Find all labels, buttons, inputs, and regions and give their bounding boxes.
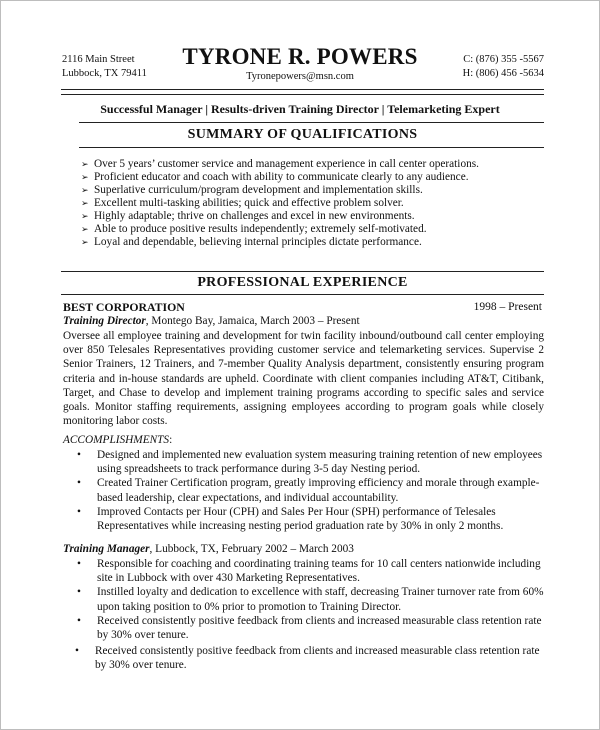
section-rule-bottom <box>79 147 544 148</box>
role-title: Training Director <box>63 315 146 327</box>
candidate-name: TYRONE R. POWERS <box>182 44 418 69</box>
company-dates: 1998 – Present <box>473 301 542 313</box>
arrow-bullet-icon: ➢ <box>81 224 89 234</box>
manager-duties-list <box>77 557 547 642</box>
arrow-bullet-icon: ➢ <box>81 198 89 208</box>
arrow-bullet-icon: ➢ <box>81 237 89 247</box>
role-title: Training Manager <box>63 543 150 555</box>
accomplishments-heading: ACCOMPLISHMENTS: <box>63 434 173 446</box>
role-director-description: Oversee all employee training and development for twin facility inbound/outbound call center employing over 850 Telesales Representatives providing customer service and telemarketing services. Supervise 2 Senior Trainers, 12 Trainers, and 7-member Quality Analysis department, consistently ensuring program criteria and in-house standards are upheld. Coordinate with client companies including AT&T, Citibank, Target, and Chase to develop and implement training programs according to specific sales and service goals. Monitor staffing requirements, assigning employees according to program goals while closely monitoring labor costs. <box>63 330 544 428</box>
bullet-icon: • <box>77 477 81 490</box>
phone-home: H: (806) 456 -5634 <box>462 68 544 79</box>
phone-block <box>463 53 544 81</box>
arrow-bullet-icon: ➢ <box>81 172 89 182</box>
summary-item: ➢ Proficient educator and coach with ability to communicate clearly to any audience. <box>81 171 469 183</box>
section-title-experience: PROFESSIONAL EXPERIENCE <box>197 275 408 290</box>
role-details: , Montego Bay, Jamaica, March 2003 – Present <box>145 315 360 327</box>
email-address: Tyronepowers@msn.com <box>246 71 354 82</box>
bullet-icon: • <box>77 505 81 518</box>
summary-item: ➢ Over 5 years’ customer service and management experience in call center operations. <box>81 158 479 170</box>
bullet-icon: • <box>75 645 79 657</box>
summary-item: ➢ Able to produce positive results independently; extremely self-motivated. <box>81 223 427 235</box>
summary-item: ➢ Highly adaptable; thrive on challenges and excel in new environments. <box>81 210 415 222</box>
section-rule-top <box>79 122 544 123</box>
duty-item: • Received consistently positive feedback from clients and increased measurable class retention rate by 30% over tenure. <box>77 614 542 642</box>
arrow-bullet-icon: ➢ <box>81 159 89 169</box>
accomplishment-item: • Improved Contacts per Hour (CPH) and Sales Per Hour (SPH) performance of Telesales Representatives while increasing nesting period graduation rate by 30% in only 2 months. <box>77 505 504 533</box>
bullet-icon: • <box>77 449 81 461</box>
address-city: Lubbock, TX 79411 <box>62 68 147 79</box>
duty-item: • Received consistently positive feedback from clients and increased measurable class retention rate by 30% over tenure. <box>75 645 540 672</box>
bullet-icon: • <box>77 558 81 570</box>
summary-list <box>81 158 479 249</box>
summary-item: ➢ Loyal and dependable, believing internal principles dictate performance. <box>81 236 422 248</box>
bullet-icon: • <box>77 614 81 627</box>
role-director-heading <box>63 315 360 328</box>
manager-duties-extra-list <box>75 644 545 672</box>
header-divider-bottom <box>61 94 544 95</box>
arrow-bullet-icon: ➢ <box>81 185 89 195</box>
accomplishment-item: • Created Trainer Certification program, greatly improving efficiency and morale through example-based leadership, clear expectations, and individual accountability. <box>77 477 540 504</box>
role-manager-heading <box>63 543 354 556</box>
section-rule-top <box>61 271 544 272</box>
summary-item: ➢ Excellent multi-tasking abilities; quick and effective problem solver. <box>81 197 404 209</box>
header-divider-top <box>61 89 544 90</box>
arrow-bullet-icon: ➢ <box>81 211 89 221</box>
phone-cell: C: (876) 355 -5567 <box>463 54 544 65</box>
duty-item: • Responsible for coaching and coordinating training teams for 10 call centers nationwide including site in Lubbock with over 430 Marketing Representatives. <box>77 558 541 585</box>
company-name: BEST CORPORATION <box>63 300 185 314</box>
section-rule-bottom <box>61 294 544 295</box>
bullet-icon: • <box>77 586 81 599</box>
accomplishment-item: • Designed and implemented new evaluation system measuring training retention of new employees using spreadsheets to track performance during 3-5 day Nesting period. <box>77 449 543 476</box>
section-title-summary: SUMMARY OF QUALIFICATIONS <box>187 127 418 142</box>
tagline: Successful Manager | Results-driven Training Director | Telemarketing Expert <box>100 102 500 116</box>
accomplishments-list <box>77 448 547 533</box>
summary-item: ➢ Superlative curriculum/program development and implementation skills. <box>81 184 423 196</box>
duty-item: • Instilled loyalty and dedication to excellence with staff, decreasing Trainer turnover rate from 60% upon taking position to 0% prior to promotion to Training Director. <box>77 586 544 613</box>
role-details: , Lubbock, TX, February 2002 – March 2003 <box>149 543 354 555</box>
address-street: 2116 Main Street <box>62 54 135 65</box>
